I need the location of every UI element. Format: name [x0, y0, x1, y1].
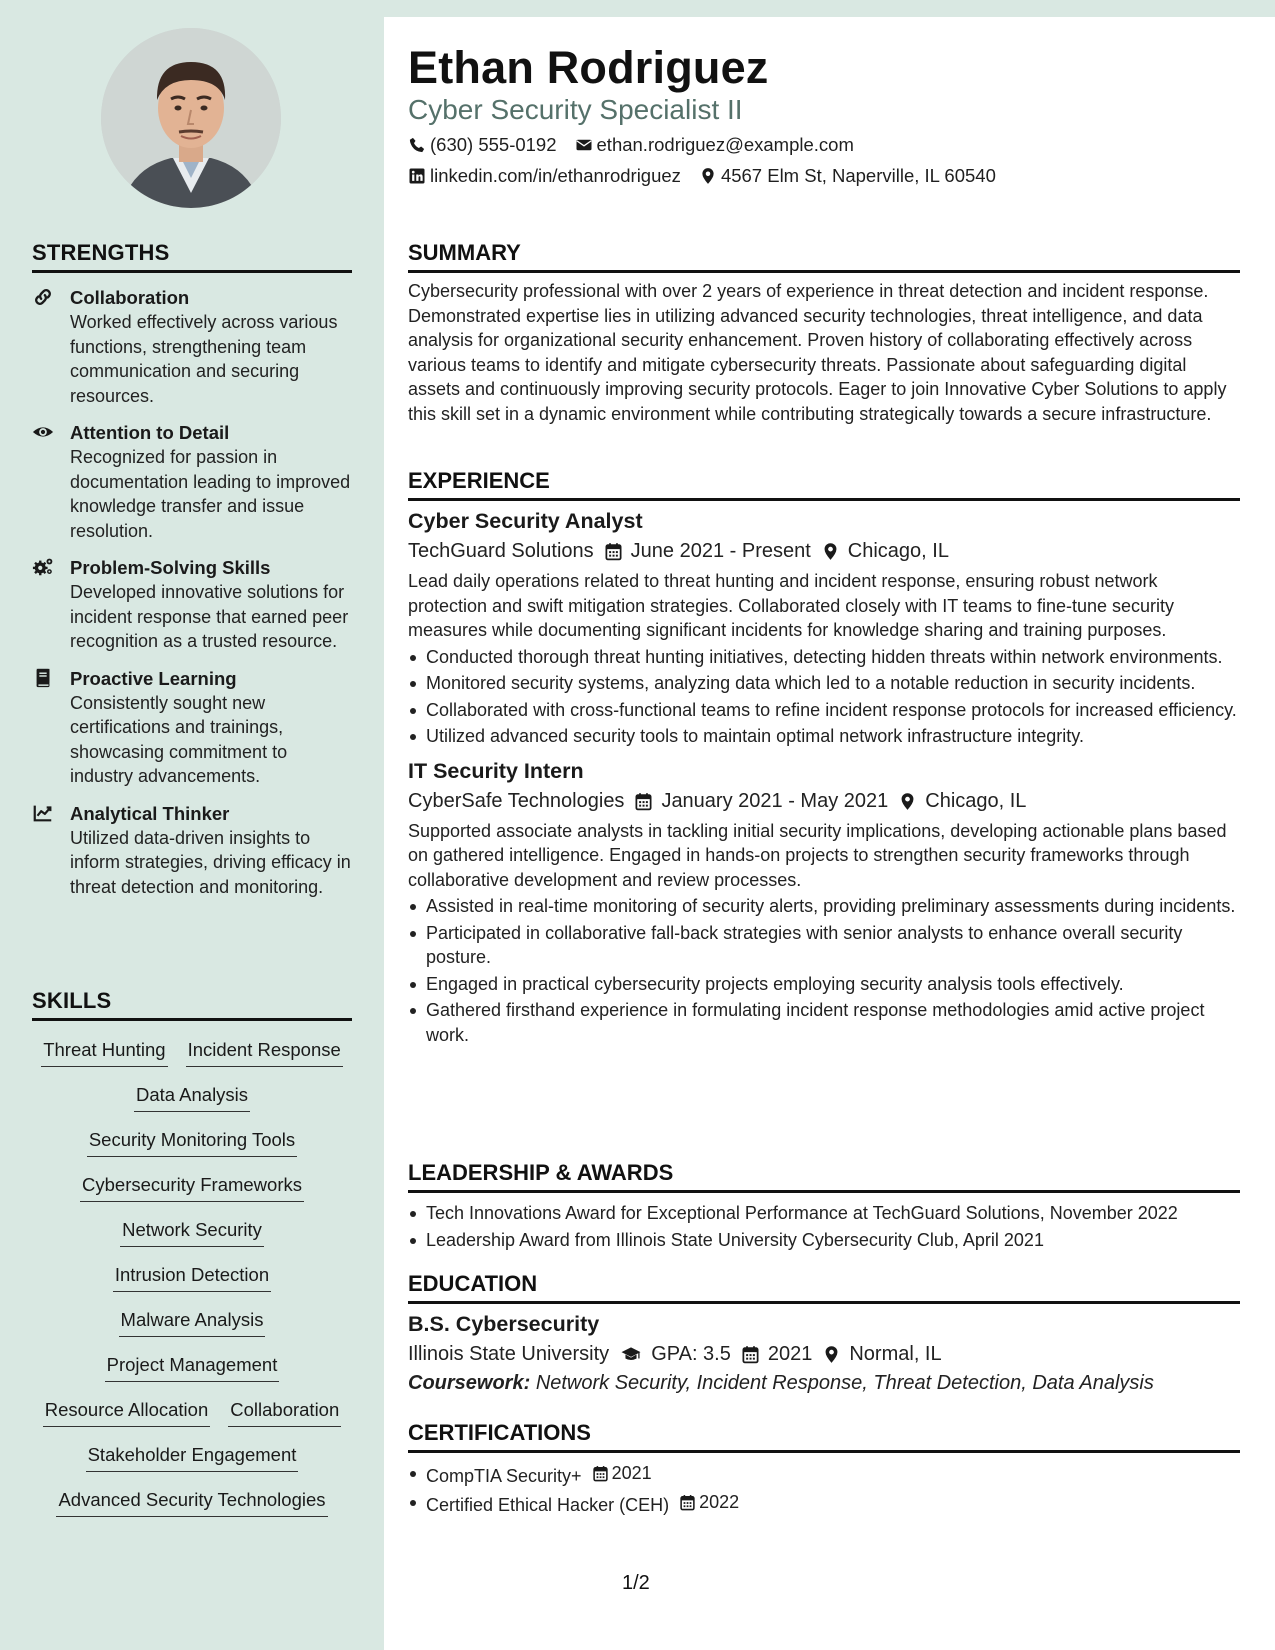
- education-meta: [408, 1343, 1240, 1366]
- list-item: Participated in collaborative fall-back strategies with senior analysts to enhance overall security posture.: [408, 921, 1240, 970]
- education-section: [408, 1271, 1240, 1395]
- chart-line-icon: [32, 802, 56, 824]
- experience-title: EXPERIENCE: [408, 468, 1240, 501]
- strength-item: [32, 801, 352, 900]
- calendar-icon: [634, 792, 653, 811]
- awards-list: [408, 1201, 1240, 1252]
- eye-icon: [32, 421, 56, 443]
- skill-tag: Cybersecurity Frameworks: [80, 1174, 304, 1202]
- strength-desc: Developed innovative solutions for incident response that earned peer recognition as a trusted resource.: [70, 582, 349, 651]
- calendar-icon: [604, 542, 623, 561]
- coursework: [408, 1372, 1240, 1395]
- strength-item: [32, 420, 352, 543]
- book-icon: [32, 667, 56, 689]
- strength-name: Problem-Solving Skills: [70, 557, 271, 578]
- graduation-cap-icon: [619, 1345, 643, 1364]
- certifications-list: [408, 1461, 1240, 1518]
- portrait-illustration: [101, 28, 281, 208]
- cert-name: Certified Ethical Hacker (CEH): [426, 1495, 670, 1515]
- skill-tag: Incident Response: [186, 1039, 343, 1067]
- awards-section: [408, 1160, 1240, 1254]
- list-item: Conducted thorough threat hunting initiatives, detecting hidden threats within network environments.: [408, 645, 1240, 670]
- skill-tag: Security Monitoring Tools: [87, 1129, 297, 1157]
- strength-name: Attention to Detail: [70, 422, 230, 443]
- job-desc: Supported associate analysts in tackling initial security implications, developing actionable plans based on gathered intelligence. Engaged in hands-on projects to strengthen security frameworks through collaborative development and review processes.: [408, 820, 1227, 890]
- school-name: Illinois State University: [408, 1343, 610, 1365]
- address-contact: [699, 165, 996, 187]
- job-dates: January 2021 - May 2021: [661, 789, 889, 812]
- certifications-section: [408, 1420, 1240, 1520]
- avatar: [101, 28, 281, 208]
- certifications-title: CERTIFICATIONS: [408, 1420, 1240, 1453]
- calendar-icon: [592, 1465, 609, 1482]
- calendar-icon: [741, 1345, 760, 1364]
- linkedin-contact[interactable]: [408, 165, 681, 187]
- skills-list: [32, 1031, 352, 1526]
- job-entry: [408, 759, 1240, 1048]
- job-company: CyberSafe Technologies: [408, 789, 625, 812]
- job-meta: [408, 540, 1240, 563]
- strength-item: [32, 285, 352, 408]
- phone-text: (630) 555-0192: [430, 134, 557, 155]
- job-role: Cyber Security Analyst: [408, 509, 643, 533]
- list-item: Gathered firsthand experience in formulating incident response methodologies amid active project work.: [408, 998, 1240, 1047]
- skill-tag: Resource Allocation: [43, 1399, 211, 1427]
- cert-year: 2022: [699, 1492, 740, 1513]
- strengths-title: STRENGTHS: [32, 240, 352, 273]
- graduation-year: 2021: [767, 1343, 813, 1365]
- skill-tag: Stakeholder Engagement: [86, 1444, 299, 1472]
- strength-desc: Worked effectively across various functions, strengthening team communication and securing resources.: [70, 312, 338, 406]
- job-entry: [408, 509, 1240, 749]
- candidate-name: Ethan Rodriguez: [408, 42, 769, 93]
- linkedin-icon: [408, 167, 426, 185]
- email-text[interactable]: ethan.rodriguez@example.com: [596, 134, 854, 155]
- gpa: GPA: 3.5: [651, 1343, 731, 1365]
- envelope-icon: [575, 136, 593, 154]
- summary-text: Cybersecurity professional with over 2 years of experience in threat detection and incident response. Demonstrated expertise lies in utilizing advanced security technologies, threat intelligence, and data analysis for organizational security enhancement. Proven history of collaborating effectively across various teams to identify and mitigate cybersecurity threats. Passionate about safeguarding digital assets and continuously improving security protocols. Eager to join Innovative Cyber Solutions to apply this skill set in a dynamic environment while contributing strategically towards a secure infrastructure.: [408, 281, 1227, 424]
- job-role: IT Security Intern: [408, 758, 584, 783]
- skills-title: SKILLS: [32, 988, 352, 1021]
- list-item: Assisted in real-time monitoring of security alerts, providing preliminary assessments during incidents.: [408, 894, 1240, 919]
- list-item: Engaged in practical cybersecurity projects employing security analysis tools effectively.: [408, 972, 1240, 997]
- strength-name: Proactive Learning: [70, 667, 237, 689]
- job-dates: June 2021 - Present: [630, 540, 811, 562]
- list-item: Collaborated with cross-functional teams to refine incident response protocols for increased efficiency.: [408, 698, 1240, 723]
- address-text: 4567 Elm St, Naperville, IL 60540: [720, 165, 996, 186]
- page-number: 1/2: [622, 1572, 650, 1594]
- list-item: Tech Innovations Award for Exceptional Performance at TechGuard Solutions, November 2022: [408, 1201, 1240, 1226]
- strength-item: [32, 555, 352, 654]
- experience-section: [408, 468, 1240, 1049]
- education-title: EDUCATION: [408, 1271, 1240, 1304]
- email-contact[interactable]: [575, 134, 854, 156]
- phone-contact: [408, 134, 557, 156]
- summary-section: [408, 240, 1240, 426]
- map-pin-icon: [898, 792, 917, 811]
- map-pin-icon: [822, 1345, 841, 1364]
- skill-tag: Collaboration: [228, 1399, 341, 1427]
- strength-item: [32, 666, 352, 789]
- list-item: Monitored security systems, analyzing data which led to a notable reduction in security incidents.: [408, 671, 1240, 696]
- skills-section: [32, 988, 352, 1526]
- strength-desc: Recognized for passion in documentation leading to improved knowledge transfer and issue resolution.: [70, 447, 351, 541]
- list-item: Leadership Award from Illinois State University Cybersecurity Club, April 2021: [408, 1228, 1240, 1253]
- job-location: Chicago, IL: [925, 789, 1027, 812]
- skill-tag: Network Security: [120, 1219, 264, 1247]
- job-company: TechGuard Solutions: [408, 540, 594, 562]
- job-bullets: [408, 645, 1240, 749]
- calendar-icon: [679, 1494, 696, 1511]
- coursework-text: Network Security, Incident Response, Threat Detection, Data Analysis: [535, 1372, 1154, 1394]
- strength-desc: Utilized data-driven insights to inform strategies, driving efficacy in threat detection and monitoring.: [70, 827, 351, 897]
- list-item: Utilized advanced security tools to maintain optimal network infrastructure integrity.: [408, 724, 1240, 749]
- coursework-label: Coursework:: [408, 1372, 531, 1394]
- link-icon: [32, 286, 56, 308]
- strength-name: Analytical Thinker: [70, 802, 230, 824]
- school-location: Normal, IL: [849, 1343, 942, 1365]
- skill-tag: Data Analysis: [134, 1084, 250, 1112]
- map-pin-icon: [699, 167, 717, 185]
- strength-desc: Consistently sought new certifications and trainings, showcasing commitment to industry advancements.: [70, 692, 288, 786]
- strength-name: Collaboration: [70, 287, 190, 308]
- degree: B.S. Cybersecurity: [408, 1312, 600, 1336]
- gears-icon: [32, 556, 56, 578]
- cert-year: 2021: [611, 1463, 652, 1483]
- job-meta: [408, 790, 1240, 813]
- strengths-section: [32, 240, 352, 899]
- cert-name: CompTIA Security+: [426, 1465, 582, 1486]
- skill-tag: Intrusion Detection: [113, 1264, 271, 1292]
- summary-title: SUMMARY: [408, 240, 1240, 273]
- skill-tag: Advanced Security Technologies: [56, 1489, 327, 1517]
- job-location: Chicago, IL: [847, 540, 949, 562]
- contact-line-2: [408, 165, 996, 187]
- job-bullets: [408, 894, 1240, 1047]
- linkedin-text[interactable]: linkedin.com/in/ethanrodriguez: [430, 165, 681, 186]
- skill-tag: Project Management: [105, 1354, 280, 1382]
- job-desc: Lead daily operations related to threat hunting and incident response, ensuring robust network protection and swift mitigation strategies. Collaborated closely with IT teams to fine-tune security measures while documenting significant incidents for knowledge sharing and training purposes.: [408, 571, 1175, 640]
- map-pin-icon: [821, 542, 840, 561]
- list-item: [408, 1490, 1240, 1517]
- list-item: [408, 1461, 1240, 1488]
- skill-tag: Threat Hunting: [41, 1039, 167, 1067]
- skill-tag: Malware Analysis: [119, 1309, 266, 1337]
- contact-line-1: [408, 134, 854, 156]
- awards-title: LEADERSHIP & AWARDS: [408, 1160, 1240, 1193]
- phone-icon: [408, 136, 426, 154]
- candidate-title: Cyber Security Specialist II: [408, 94, 743, 125]
